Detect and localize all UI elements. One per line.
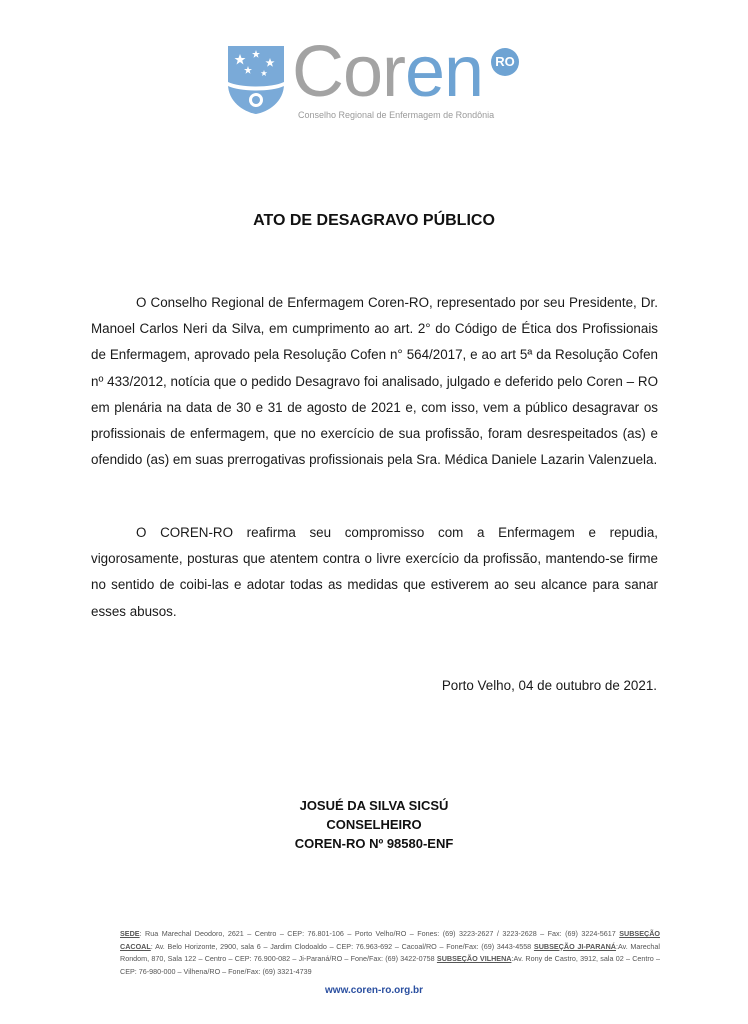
signatory-name: JOSUÉ DA SILVA SICSÚ: [299, 798, 449, 813]
footer-sede-label: SEDE: [120, 929, 140, 938]
coren-shield-emblem-icon: [226, 44, 286, 116]
coren-logo: [226, 32, 526, 122]
logo-subtitle: Conselho Regional de Enfermagem de Rondônia: [298, 110, 495, 120]
footer-jiparana-text: :Av. Marechal Rondom, 870, Sala 122 – Centro – CEP: 76.900-082 – Ji-Paraná/RO – Fone/Fax: (69) 3422-0758: [120, 941, 660, 964]
footer-cacoal-text: : Av. Belo Horizonte, 2900, sala 6 – Jardim Clodoaldo – CEP: 76.963-692 – Cacoal/RO – Fone/Fax: (69) 3443-4558: [150, 941, 532, 951]
website-link[interactable]: www.coren-ro.org.br: [325, 985, 423, 996]
footer-sede-text: : Rua Marechal Deodoro, 2621 – Centro – CEP: 76.801-106 – Porto Velho/RO – Fones: (69) 3223-2627 / 3223-2628 – Fax: (69) 3224-5617: [139, 929, 616, 938]
footer-cacoal-label: SUBSEÇÃO CACOAL: [120, 929, 660, 951]
paragraph-1: O Conselho Regional de Enfermagem Coren-RO, representado por seu Presidente, Dr. Manoel Carlos Neri da Silva, em cumprimento ao art. 2° do Código de Ética dos Profissionais de Enfermagem, aprovado pela Resolução Cofen n° 564/2017, e ao art 5ª da Resolução Cofen nº 433/2012, notícia que o pedido Desagravo foi analisado, julgado e deferido pelo Coren – RO em plenária na data de 30 e 31 de agosto de 2021 e, com isso, vem a público desagravar os profissionais de enfermagem, que no exercício de sua profissão, foram desrespeitados (as) e ofendido (as) em suas prerrogativas profissionais pela Sra. Médica Daniele Lazarin Valenzuela.: [91, 295, 658, 468]
document-title: ATO DE DESAGRAVO PÚBLICO: [253, 212, 495, 229]
signatory-registration: COREN-RO Nº 98580-ENF: [294, 836, 454, 851]
paragraph-2: O COREN-RO reafirma seu compromisso com a Enfermagem e repudia, vigorosamente, posturas que atentem contra o livre exercício da profissão, mantendo-se firme no sentido de coibi-las e adotar todas as medidas que estiverem ao seu alcance para sanar esses abusos.: [91, 525, 658, 619]
footer-addresses: [120, 928, 660, 978]
signature-block: [0, 796, 748, 853]
document-date: Porto Velho, 04 de outubro de 2021.: [441, 678, 657, 693]
footer-jiparana-label: SUBSEÇÃO JI-PARANÁ: [533, 941, 616, 951]
signatory-role: CONSELHEIRO: [326, 817, 422, 832]
footer-vilhena-label: SUBSEÇÃO VILHENA: [436, 954, 512, 964]
ro-badge: RO: [491, 48, 519, 76]
footer-vilhena-text: :Av. Rony de Castro, 3912, sala 02 – Centro – CEP: 76-980-000 – Vilhena/RO – Fone/Fax: (69) 3321-4739: [120, 954, 661, 976]
coren-wordmark: Coren: [292, 32, 484, 112]
